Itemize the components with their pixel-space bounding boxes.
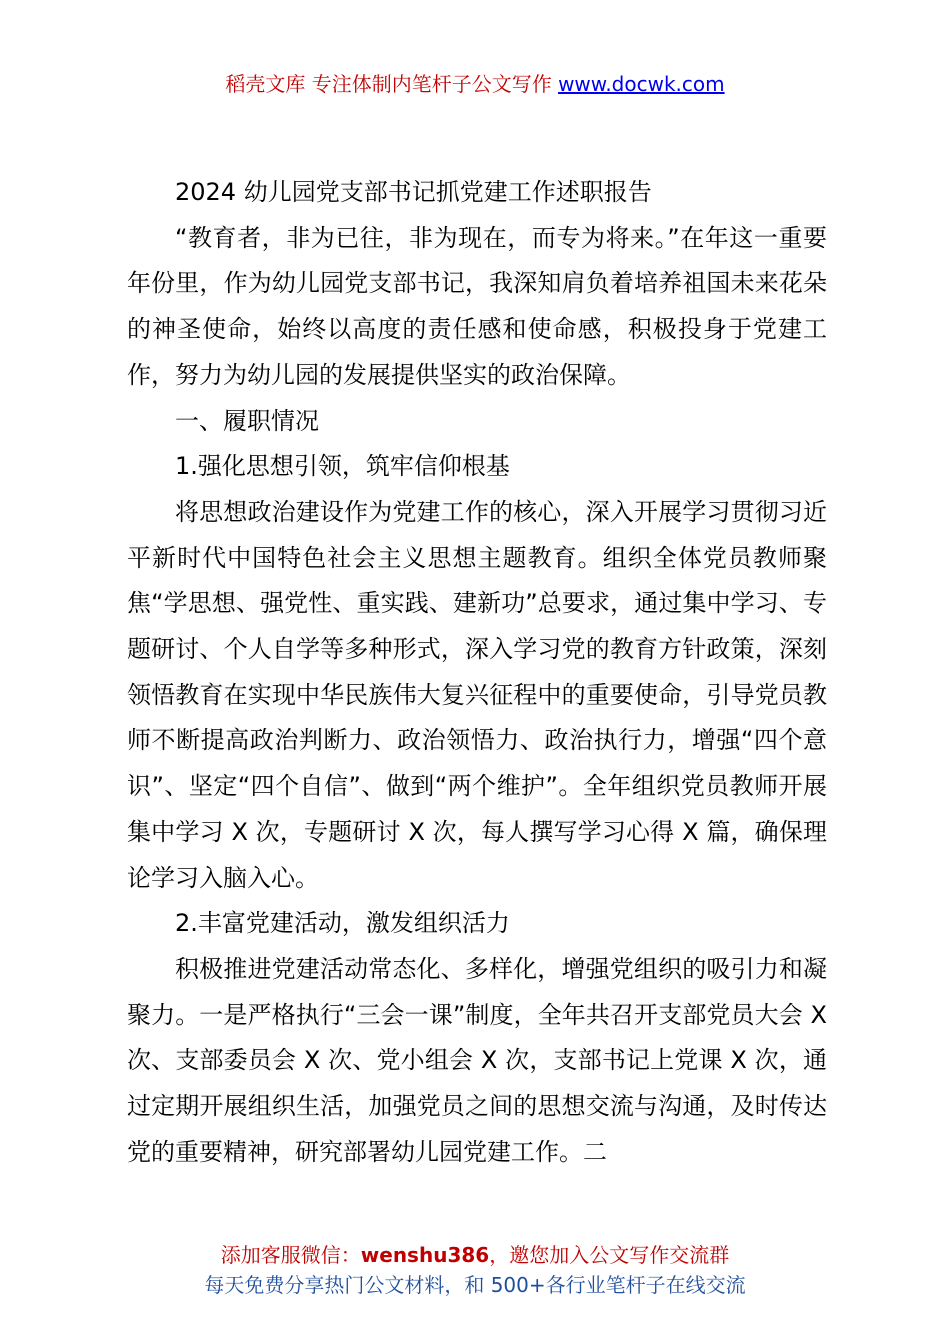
paragraph-intro: “教育者，非为已往，非为现在，而专为将来。”在年这一重要年份里，作为幼儿园党支部书记，我深知肩负着培养祖国未来花朵的神圣使命，始终以高度的责任感和使命感，积极投身于党建工作，努力为幼儿园的发展提供坚实的政治保障。 [127, 223, 827, 389]
paragraph-ideological-guidance: 将思想政治建设作为党建工作的核心，深入开展学习贯彻习近平新时代中国特色社会主义思想主题教育。组织全体党员教师聚焦“学思想、强党性、重实践、建新功”总要求，通过集中学习、专题研讨、个人自学等多种形式，深入学习党的教育方针政策，深刻领悟教育在实现中华民族伟大复兴征程中的重要使命，引导党员教师不断提高政治判断力、政治领悟力、政治执行力，增强“四个意识”、坚定“四个自信”、做到“两个维护”。全年组织党员教师开展集中学习 X 次，专题研讨 X 次，每人撰写学习心得 X 篇，确保理论学习入脑入心。 [127, 497, 827, 892]
footer-wechat-line [0, 1240, 950, 1270]
header-brand: 稻壳文库 专注体制内笔杆子公文写作 [225, 72, 559, 96]
subheading-party-activities: 2.丰富党建活动，激发组织活力 [175, 909, 510, 938]
page-header [0, 70, 950, 98]
header-url-link[interactable]: www.docwk.com [558, 72, 725, 96]
paragraph-party-activities: 积极推进党建活动常态化、多样化，增强党组织的吸引力和凝聚力。一是严格执行“三会一课”制度，全年共召开支部党员大会 X 次、支部委员会 X 次、党小组会 X 次，支部书记上党课 X 次，通过定期开展组织生活，加强党员之间的思想交流与沟通，及时传达党的重要精神，研究部署幼儿园党建工作。二 [127, 954, 827, 1166]
subheading-ideological-guidance: 1.强化思想引领，筑牢信仰根基 [175, 452, 510, 481]
footer-share-line: 每天免费分享热门公文材料，和 500+各行业笔杆子在线交流 [204, 1273, 746, 1297]
footer-wechat-prefix: 添加客服微信： [220, 1243, 361, 1267]
section-heading-performance: 一、履职情况 [175, 406, 319, 435]
footer-wechat-id: wenshu386 [360, 1243, 490, 1267]
document-body [127, 170, 827, 1175]
footer-wechat-suffix: ，邀您加入公文写作交流群 [489, 1243, 730, 1267]
document-title: 2024 幼儿园党支部书记抓党建工作述职报告 [175, 178, 652, 206]
